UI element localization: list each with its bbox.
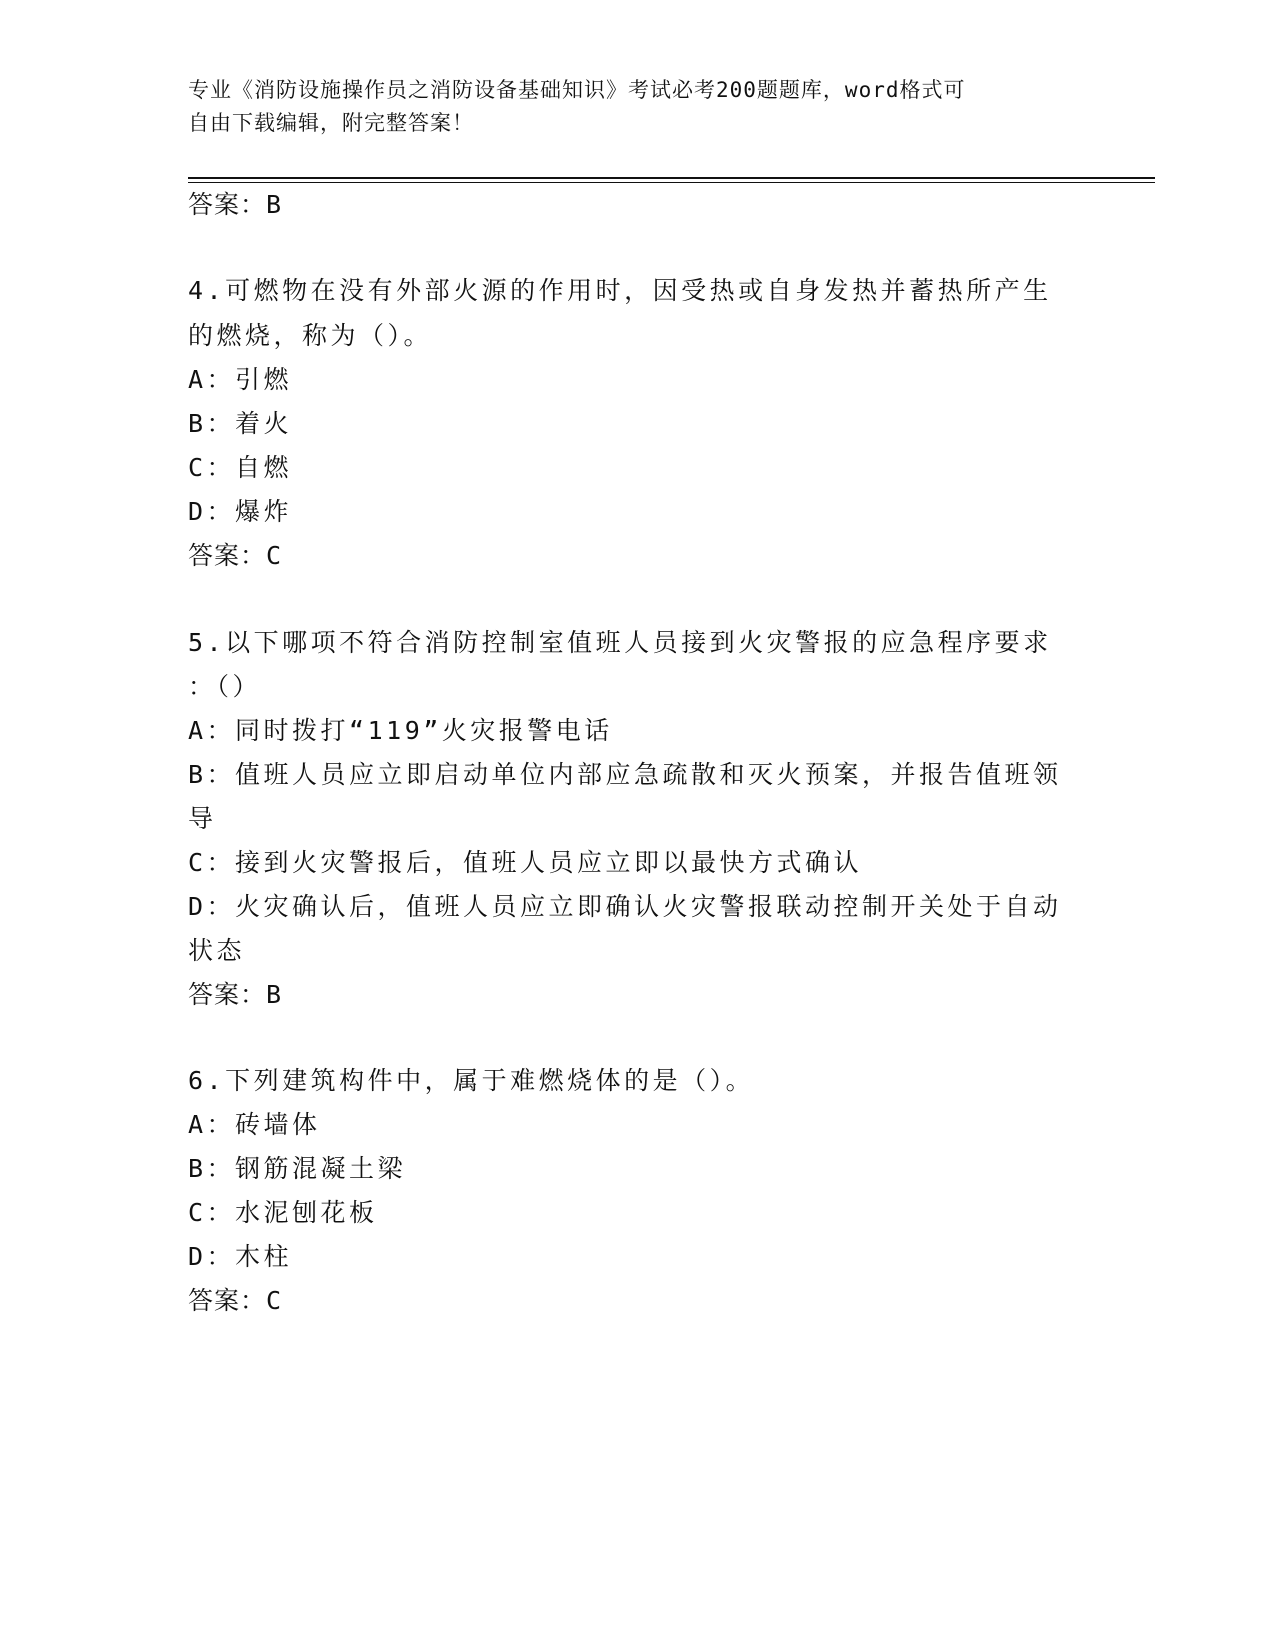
question-4-option-d: D：爆炸 xyxy=(188,497,293,526)
question-6-option-c: C：水泥刨花板 xyxy=(188,1198,378,1227)
header-divider-thick xyxy=(188,177,1155,179)
question-5-option-c: C：接到火灾警报后，值班人员应立即以最快方式确认 xyxy=(188,848,863,877)
header-line-2: 自由下载编辑，附完整答案！ xyxy=(188,111,474,135)
question-5-stem-line-2: ：（） xyxy=(188,672,262,701)
answer-prev: 答案：B xyxy=(188,190,283,219)
question-4-option-b: B：着火 xyxy=(188,409,293,438)
question-6-option-b: B：钢筋混凝土梁 xyxy=(188,1154,407,1183)
question-5-stem-line-1: 5.以下哪项不符合消防控制室值班人员接到火灾警报的应急程序要求 xyxy=(188,628,1052,657)
question-6-answer: 答案：C xyxy=(188,1286,283,1315)
header-divider-thin xyxy=(188,182,1155,183)
question-5-option-d-line-2: 状态 xyxy=(188,936,246,965)
question-4-answer: 答案：C xyxy=(188,541,283,570)
question-4-stem-line-2: 的燃烧，称为（）。 xyxy=(188,321,433,350)
question-5-option-b-line-1: B：值班人员应立即启动单位内部应急疏散和灭火预案，并报告值班领 xyxy=(188,760,1062,789)
question-5-option-a: A：同时拨打“119”火灾报警电话 xyxy=(188,716,613,745)
question-6-option-a: A：砖墙体 xyxy=(188,1110,321,1139)
header-line-1: 专业《消防设施操作员之消防设备基础知识》考试必考200题题库，word格式可 xyxy=(188,78,966,102)
question-6-stem-line-1: 6.下列建筑构件中，属于难燃烧体的是（）。 xyxy=(188,1066,755,1095)
question-6-option-d: D：木柱 xyxy=(188,1242,293,1271)
question-4-option-a: A：引燃 xyxy=(188,365,293,394)
question-4-stem-line-1: 4.可燃物在没有外部火源的作用时，因受热或自身发热并蓄热所产生 xyxy=(188,276,1052,305)
question-4-option-c: C：自燃 xyxy=(188,453,293,482)
question-5-option-b-line-2: 导 xyxy=(188,804,217,833)
document-header xyxy=(188,74,1068,140)
question-5-answer: 答案：B xyxy=(188,980,283,1009)
question-5-option-d-line-1: D：火灾确认后，值班人员应立即确认火灾警报联动控制开关处于自动 xyxy=(188,892,1062,921)
